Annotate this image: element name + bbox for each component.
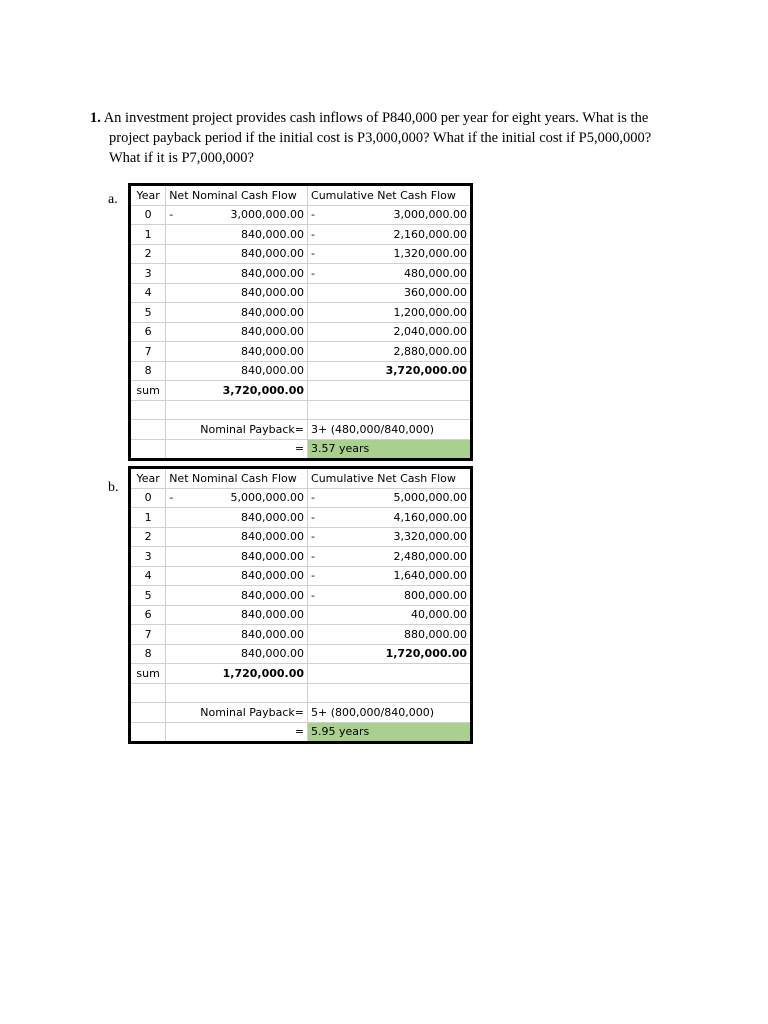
- table-row: [130, 488, 472, 508]
- table-row: [130, 547, 472, 567]
- flow-cell: [166, 605, 308, 625]
- cum-cell: [308, 644, 472, 664]
- flow-cell: [166, 244, 308, 264]
- flow-value: 840,000.00: [241, 549, 305, 563]
- cum-cell: [308, 342, 472, 362]
- sum-label: sum: [130, 381, 166, 401]
- cum-sign: -: [311, 266, 316, 280]
- empty-cell: [308, 400, 472, 420]
- cum-cell: [308, 488, 472, 508]
- flow-value: 840,000.00: [241, 286, 305, 300]
- cum-value: 360,000.00: [404, 286, 467, 300]
- year-cell: 6: [130, 605, 166, 625]
- result-row: [130, 439, 472, 460]
- table-row: [130, 566, 472, 586]
- header-row: [130, 185, 472, 206]
- cum-value: 1,320,000.00: [393, 247, 467, 261]
- flow-cell: [166, 566, 308, 586]
- sum-row: [130, 664, 472, 684]
- year-cell: 3: [130, 547, 166, 567]
- cum-value: 800,000.00: [404, 588, 467, 602]
- flow-cell: [166, 625, 308, 645]
- flow-value: 840,000.00: [241, 344, 305, 358]
- table-row: [130, 586, 472, 606]
- cum-value: 1,720,000.00: [385, 647, 467, 661]
- payback-result: 3.57 years: [308, 439, 472, 460]
- sum-value: 3,720,000.00: [166, 381, 308, 401]
- header-flow: Net Nominal Cash Flow: [166, 468, 308, 489]
- flow-cell: [166, 508, 308, 528]
- cum-cell: [308, 303, 472, 323]
- header-flow: Net Nominal Cash Flow: [166, 185, 308, 206]
- year-cell: 7: [130, 625, 166, 645]
- cum-cell: [308, 566, 472, 586]
- cum-value: 3,320,000.00: [393, 530, 467, 544]
- year-cell: 0: [130, 205, 166, 225]
- table-row: [130, 361, 472, 381]
- flow-value: 840,000.00: [241, 627, 305, 641]
- cum-cell: [308, 225, 472, 245]
- table-row: [130, 244, 472, 264]
- cum-cell: [308, 361, 472, 381]
- table-row: [130, 322, 472, 342]
- payback-row: [130, 703, 472, 723]
- cum-sign: -: [311, 491, 316, 505]
- sum-value: 1,720,000.00: [166, 664, 308, 684]
- flow-cell: [166, 547, 308, 567]
- year-cell: 8: [130, 361, 166, 381]
- year-cell: 5: [130, 303, 166, 323]
- year-cell: 1: [130, 508, 166, 528]
- result-row: [130, 722, 472, 743]
- year-cell: 3: [130, 264, 166, 284]
- question-line-2: project payback period if the initial cost is P3,000,000? What if the initial cost if P5,000,000?: [109, 130, 652, 146]
- cum-cell: [308, 547, 472, 567]
- payback-label: Nominal Payback=: [166, 420, 308, 440]
- flow-cell: [166, 586, 308, 606]
- year-cell: 1: [130, 225, 166, 245]
- question-line-1: [90, 108, 690, 128]
- payback-result: 5.95 years: [308, 722, 472, 743]
- cum-sign: -: [311, 569, 316, 583]
- flow-cell: [166, 225, 308, 245]
- empty-cell: [166, 683, 308, 703]
- empty-cell: [130, 703, 166, 723]
- year-cell: 7: [130, 342, 166, 362]
- cum-sign: -: [311, 247, 316, 261]
- year-cell: 2: [130, 244, 166, 264]
- flow-value: 840,000.00: [241, 647, 305, 661]
- table-row: [130, 644, 472, 664]
- empty-cell: [130, 420, 166, 440]
- cum-cell: [308, 283, 472, 303]
- cum-cell: [308, 205, 472, 225]
- flow-value: 840,000.00: [241, 510, 305, 524]
- payback-label: Nominal Payback=: [166, 703, 308, 723]
- flow-value: 840,000.00: [241, 305, 305, 319]
- flow-value: 840,000.00: [241, 227, 305, 241]
- empty-cell: [130, 439, 166, 460]
- question-line-1-text: An investment project provides cash inflows of P840,000 per year for eight years. What is the: [103, 110, 649, 126]
- question-line-3: What if it is P7,000,000?: [109, 150, 254, 166]
- table-row: [130, 527, 472, 547]
- empty-cell: [308, 381, 472, 401]
- flow-value: 840,000.00: [241, 569, 305, 583]
- payback-table-a: [128, 183, 473, 461]
- cum-cell: [308, 527, 472, 547]
- cum-value: 40,000.00: [411, 608, 467, 622]
- flow-value: 5,000,000.00: [230, 491, 305, 505]
- empty-cell: [130, 400, 166, 420]
- sum-row: [130, 381, 472, 401]
- flow-cell: [166, 264, 308, 284]
- table-row: [130, 303, 472, 323]
- flow-value: 3,000,000.00: [230, 208, 305, 222]
- flow-value: 840,000.00: [241, 325, 305, 339]
- cum-value: 2,480,000.00: [393, 549, 467, 563]
- year-cell: 6: [130, 322, 166, 342]
- cum-value: 2,160,000.00: [393, 227, 467, 241]
- cum-value: 1,200,000.00: [393, 305, 467, 319]
- payback-row: [130, 420, 472, 440]
- empty-row: [130, 683, 472, 703]
- table-row: [130, 225, 472, 245]
- cum-cell: [308, 264, 472, 284]
- year-cell: 0: [130, 488, 166, 508]
- table-row: [130, 205, 472, 225]
- flow-cell: [166, 527, 308, 547]
- question-number: 1.: [90, 110, 101, 126]
- cum-cell: [308, 244, 472, 264]
- part-b-label: b.: [108, 480, 119, 495]
- cum-sign: -: [311, 208, 316, 222]
- flow-cell: [166, 488, 308, 508]
- cum-cell: [308, 322, 472, 342]
- empty-cell: [308, 664, 472, 684]
- table-row: [130, 605, 472, 625]
- equals-sign: =: [166, 439, 308, 460]
- year-cell: 4: [130, 566, 166, 586]
- flow-cell: [166, 322, 308, 342]
- part-a-label: a.: [108, 192, 118, 207]
- flow-value: 840,000.00: [241, 608, 305, 622]
- cum-cell: [308, 625, 472, 645]
- flow-value: 840,000.00: [241, 247, 305, 261]
- cum-value: 480,000.00: [404, 266, 467, 280]
- cum-sign: -: [311, 227, 316, 241]
- flow-value: 840,000.00: [241, 530, 305, 544]
- empty-cell: [130, 722, 166, 743]
- cum-value: 3,720,000.00: [385, 364, 467, 378]
- payback-table-b: [128, 466, 473, 744]
- year-cell: 2: [130, 527, 166, 547]
- flow-cell: [166, 303, 308, 323]
- cum-sign: -: [311, 549, 316, 563]
- cum-sign: -: [311, 588, 316, 602]
- empty-cell: [130, 683, 166, 703]
- sum-label: sum: [130, 664, 166, 684]
- header-row: [130, 468, 472, 489]
- empty-cell: [166, 400, 308, 420]
- table-row: [130, 264, 472, 284]
- flow-sign: -: [169, 208, 174, 222]
- empty-cell: [308, 683, 472, 703]
- cum-sign: -: [311, 510, 316, 524]
- cum-value: 4,160,000.00: [393, 510, 467, 524]
- header-year: Year: [130, 185, 166, 206]
- header-cum: Cumulative Net Cash Flow: [308, 468, 472, 489]
- cum-value: 2,880,000.00: [393, 344, 467, 358]
- table-row: [130, 508, 472, 528]
- cum-cell: [308, 586, 472, 606]
- flow-sign: -: [169, 491, 174, 505]
- flow-cell: [166, 205, 308, 225]
- year-cell: 4: [130, 283, 166, 303]
- cum-value: 3,000,000.00: [393, 208, 467, 222]
- payback-formula: 5+ (800,000/840,000): [308, 703, 472, 723]
- flow-cell: [166, 342, 308, 362]
- flow-cell: [166, 644, 308, 664]
- empty-row: [130, 400, 472, 420]
- year-cell: 8: [130, 644, 166, 664]
- question-text: [90, 108, 690, 168]
- table-row: [130, 283, 472, 303]
- cum-cell: [308, 605, 472, 625]
- equals-sign: =: [166, 722, 308, 743]
- year-cell: 5: [130, 586, 166, 606]
- table-row: [130, 625, 472, 645]
- cum-value: 880,000.00: [404, 627, 467, 641]
- flow-value: 840,000.00: [241, 266, 305, 280]
- flow-cell: [166, 361, 308, 381]
- payback-formula: 3+ (480,000/840,000): [308, 420, 472, 440]
- header-year: Year: [130, 468, 166, 489]
- header-cum: Cumulative Net Cash Flow: [308, 185, 472, 206]
- cum-sign: -: [311, 530, 316, 544]
- flow-cell: [166, 283, 308, 303]
- flow-value: 840,000.00: [241, 364, 305, 378]
- cum-cell: [308, 508, 472, 528]
- cum-value: 1,640,000.00: [393, 569, 467, 583]
- cum-value: 5,000,000.00: [393, 491, 467, 505]
- cum-value: 2,040,000.00: [393, 325, 467, 339]
- table-row: [130, 342, 472, 362]
- flow-value: 840,000.00: [241, 588, 305, 602]
